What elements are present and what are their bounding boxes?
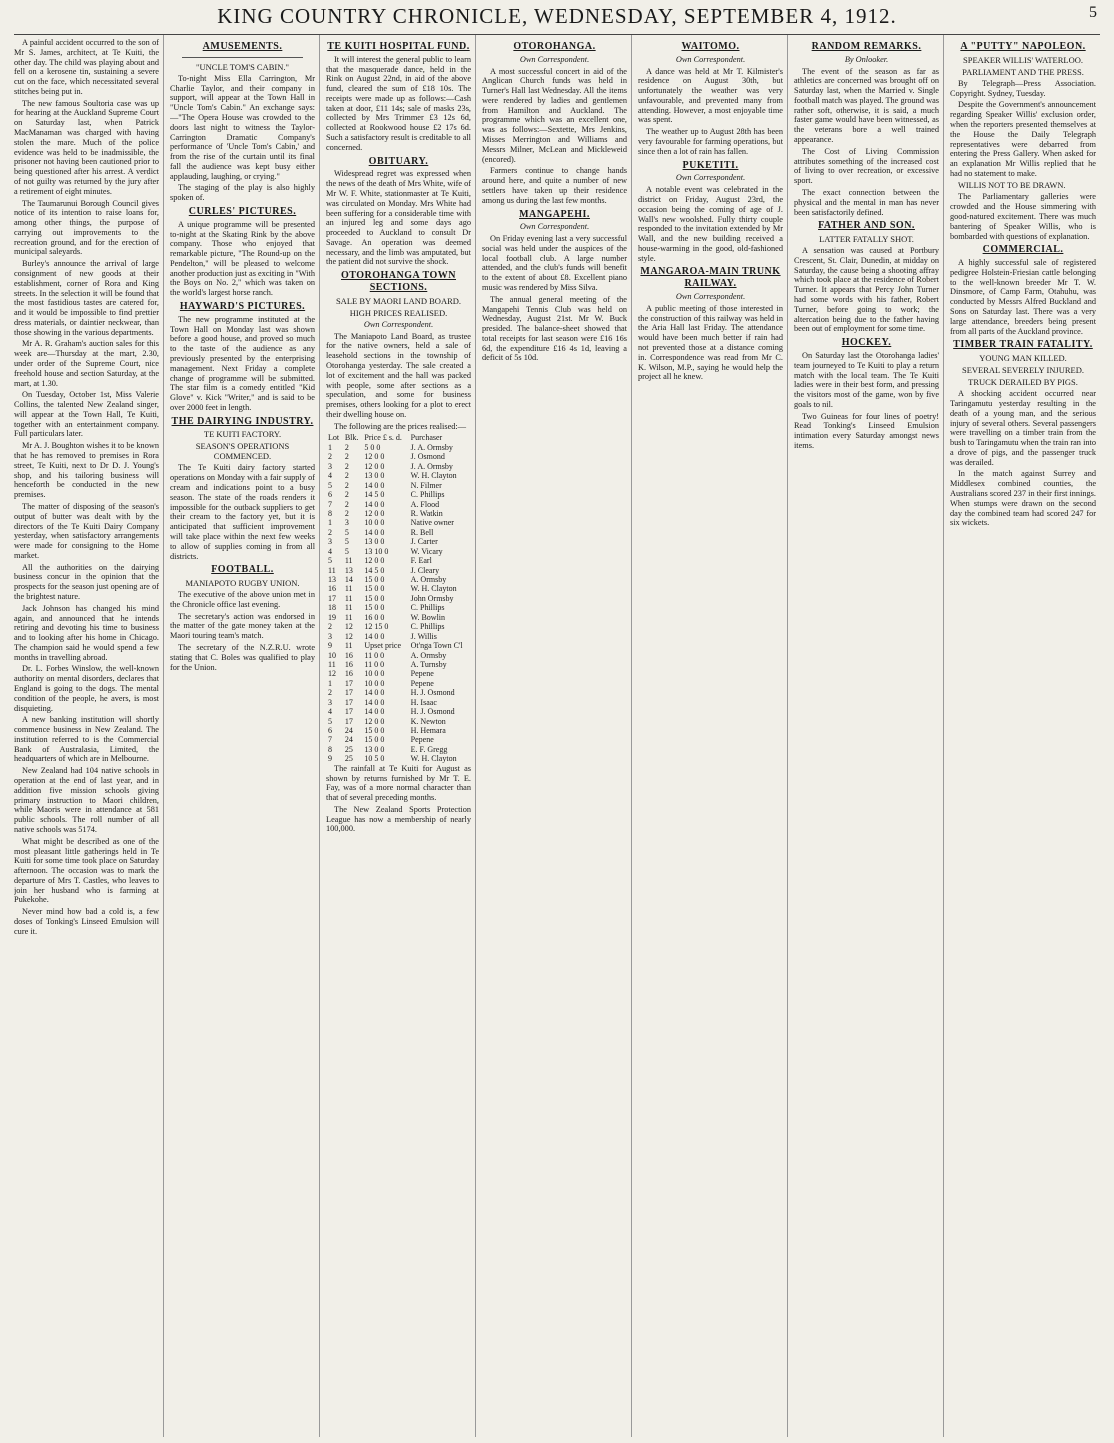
table-cell: 4: [328, 471, 332, 481]
table-cell: 7: [328, 735, 332, 745]
table-cell: R. Bell: [410, 527, 434, 537]
paragraph: The rainfall at Te Kuiti for August as shown by returns furnished by Mr T. E. Fay, was of a more normal character than that of several preceding months.: [326, 763, 471, 803]
town-sections-heading: OTOROHANGA TOWN SECTIONS.: [340, 270, 457, 294]
table-cell: 12 0 0: [364, 716, 385, 726]
table-cell: 8: [328, 744, 332, 754]
paragraph: A public meeting of those interested in the construction of this railway was held in the Aria Hall last Friday. The attendance would have been much better if rain had not prevented those at a distance coming in. Correspondence was read from Mr C. K. Wilson, M.P., saying he would help the project all he knew.: [638, 303, 783, 382]
table-cell: 14 0 0: [364, 499, 385, 509]
paragraph: Dr. L. Forbes Winslow, the well-known authority on mental disorders, declares that England is going to the dogs. The mental condition of the people, he avers, is most disquieting.: [14, 664, 159, 713]
paragraph: A shocking accident occurred near Taringamutu yesterday resulting in the death of a young man, and the serious injury of several others. Several passengers were travelling on a timber train from the bush to Taringamutu when the train ran into a drove of pigs, and the passenger truck was derailed.: [950, 389, 1096, 467]
table-cell: 4: [328, 546, 332, 556]
paragraph: All the authorities on the dairying business concur in the opinion that the prospects for the season just opening are of the brightest nature.: [14, 562, 159, 601]
town-sections-subhead: SALE BY MAORI LAND BOARD.: [335, 295, 462, 306]
table-cell: 17: [344, 707, 353, 717]
uncle-toms-subhead: "UNCLE TOM'S CABIN.": [196, 61, 289, 72]
own-correspondent: Own Correspondent.: [675, 54, 746, 64]
table-cell: 2: [344, 452, 349, 462]
table-cell: 11: [328, 659, 336, 669]
column-6: [794, 35, 944, 1437]
table-row: [326, 537, 471, 546]
table-cell: 10 0 0: [364, 669, 385, 679]
table-cell: 11: [344, 584, 353, 594]
paragraph: The matter of disposing of the season's output of butter was dealt with by the directors of the Te Kuiti Dairy Company yesterday, when satisfactory arrangements were made for consigning to the Home market.: [14, 501, 159, 560]
table-row: [326, 452, 471, 461]
table-cell: J. Osmond: [410, 452, 445, 462]
column-7: [950, 35, 1100, 1437]
paragraph: Mr A. J. Boughton wishes it to be known that he has removed to premises in Rora street, Te Kuiti, next to Dr D. J. Young's shop, and his tailoring business will henceforth be conducted in the new premises.: [14, 441, 159, 500]
table-cell: 14 5 0: [364, 490, 385, 500]
table-cell: 25: [344, 754, 353, 764]
table-cell: A. Turnsby: [410, 659, 447, 669]
haywards-body: [170, 315, 315, 413]
table-cell: Pepene: [410, 678, 434, 688]
table-cell: J. Willis: [410, 631, 437, 641]
table-cell: 5: [344, 537, 349, 547]
football-body: [170, 590, 315, 672]
dairying-heading: THE DAIRYING INDUSTRY.: [171, 415, 314, 427]
own-correspondent: Own Correspondent.: [363, 319, 434, 329]
table-cell: Upset price: [364, 641, 402, 651]
father-son-body: [794, 246, 939, 334]
table-cell: 2: [344, 499, 349, 509]
table-cell: 1: [328, 678, 332, 688]
amusements-heading: AMUSEMENTS.: [202, 41, 283, 52]
table-row: [326, 547, 471, 556]
table-cell: 12: [328, 669, 336, 679]
table-cell: 11 0 0: [364, 659, 385, 669]
otorohanga-heading: OTOROHANGA.: [513, 41, 596, 52]
page-number: 5: [1089, 4, 1098, 21]
paragraph: The following are the prices realised:—: [334, 421, 467, 431]
table-cell: A. Ormsby: [410, 650, 447, 660]
napoleon-heading: A "PUTTY" NAPOLEON.: [960, 41, 1086, 52]
table-row: [326, 528, 471, 537]
table-cell: A. Flood: [410, 499, 440, 509]
amusements-body: [170, 74, 315, 203]
column-4: [482, 35, 632, 1437]
table-row: [326, 509, 471, 518]
table-cell: 15 0 0: [364, 575, 385, 584]
mangapehi-heading: MANGAPEHI.: [519, 208, 590, 220]
table-cell: 16 0 0: [364, 612, 385, 622]
mangapehi-body: [482, 234, 627, 363]
random-remarks-body: [794, 67, 939, 218]
table-cell: 15 0 0: [364, 593, 385, 603]
paragraph: The New Zealand Sports Protection League has now a membership of nearly 100,000.: [326, 804, 471, 834]
table-cell: 11 0 0: [364, 650, 385, 660]
paragraph: New Zealand had 104 native schools in operation at the end of last year, and in addition five mission schools giving primary instruction to Maori children, while Maoris were in attendance at 581 public schools. The roll number of all native schools was 5174.: [14, 766, 159, 834]
table-row: [326, 490, 471, 499]
paragraph: The new famous Soultoria case was up for hearing at the Auckland Supreme Court on Saturday last, when Patrick MacManaman was charged with having stolen the mare. Much of the police evidence was held to be inadmissible, the prisoner not having been cautioned prior to being questioned after his arrest. A verdict of not guilty was returned by the jury after a retirement of eight minutes.: [14, 98, 159, 196]
table-cell: W. Vicary: [410, 546, 443, 556]
table-cell: 14 5 0: [364, 565, 385, 575]
hospital-fund-body: [326, 55, 471, 153]
table-row: [326, 575, 471, 584]
table-cell: Pepene: [410, 735, 434, 745]
railway-body: [638, 304, 783, 382]
table-row: [326, 660, 471, 669]
prices-table-header: [326, 433, 471, 442]
table-row: [326, 481, 471, 490]
table-cell: 3: [328, 537, 332, 547]
commercial-body: [950, 258, 1096, 336]
table-row: [326, 669, 471, 678]
table-row: [326, 726, 471, 735]
table-cell: 14 0 0: [364, 631, 385, 641]
column-2: [170, 35, 320, 1437]
napoleon-subhead-2: PARLIAMENT AND THE PRESS.: [962, 66, 1084, 77]
table-cell: 5: [328, 556, 332, 566]
paragraph: The annual general meeting of the Mangapehi Tennis Club was held on Wednesday, August 21st. Mr W. Buck presided. The balance-sheet showed that total receipts for last season were £16 16s 6d, the expenditure £16 4s 1d, leaving a deficit of 5s 10d.: [482, 294, 627, 363]
hockey-body: [794, 351, 939, 451]
paragraph: A sensation was caused at Portbury Crescent, St. Clair, Dunedin, at midday on Saturday, the cause being a shooting affray which took place at the residence of Robert Turner. It appears that Percy John Turner had some words with his father, Robert Turner, before going to work; the altercation being due to the father having been out of employment for some time.: [794, 246, 939, 334]
table-cell: 12 0 0: [364, 508, 385, 518]
paragraph: Never mind how bad a cold is, a few doses of Tonking's Linseed Emulsion will cure it.: [14, 907, 159, 936]
table-cell: 12 0 0: [364, 452, 385, 462]
hospital-fund-heading: TE KUITI HOSPITAL FUND.: [327, 41, 470, 52]
table-cell: 16: [344, 659, 353, 669]
table-cell: 2: [344, 471, 349, 481]
table-row: [326, 566, 471, 575]
table-cell: 13 0 0: [364, 537, 385, 547]
football-heading: FOOTBALL.: [211, 564, 274, 576]
table-cell: 8: [328, 508, 332, 518]
table-cell: 14 0 0: [364, 480, 385, 490]
table-cell: J. A. Ormsby: [410, 442, 453, 452]
random-remarks-heading: RANDOM REMARKS.: [811, 41, 922, 52]
father-son-heading: FATHER AND SON.: [818, 220, 915, 232]
paragraph: Two Guineas for four lines of poetry! Read Tonking's Linseed Emulsion intimation every Saturday amongst news items.: [794, 411, 939, 450]
table-row: [326, 603, 471, 612]
table-cell: 12: [344, 631, 353, 641]
table-cell: H. Hemara: [410, 726, 446, 735]
table-cell: 13 0 0: [364, 471, 385, 481]
column-1: [14, 35, 164, 1437]
otorohanga-body: [482, 67, 627, 206]
table-cell: 12: [344, 622, 353, 632]
table-cell: J. Cleary: [410, 565, 440, 575]
table-cell: 3: [328, 697, 332, 707]
table-cell: 1: [328, 442, 332, 452]
table-cell: 11: [344, 603, 353, 613]
paragraph: A new banking institution will shortly commence business in New Zealand. The institution referred to is the Commercial Bank of Australasia, Limited, the headquarters of which are in Melbourne.: [14, 715, 159, 764]
paragraph: It will interest the general public to learn that the masquerade dance, held in the Rink on August 22nd, in aid of the above fund, cleared the sum of £18 10s. The receipts were made up as follows:—Cash taken at door, £11 14s; sale of masks 23s, collected by Mrs Trimmer £3 12s 6d, collected at Rookwood house £2 17s 6d. Such a satisfactory result is creditable to all concerned.: [326, 54, 471, 152]
paragraph: A painful accident occurred to the son of Mr S. James, architect, at Te Kuiti, the other day. The child was playing about and fell on a kerosene tin, sustaining a severe cut on the face, which necessitated several stitches being put in.: [14, 38, 159, 96]
table-cell: R. Watkin: [410, 508, 443, 518]
table-cell: W. H. Clayton: [410, 584, 457, 594]
football-subhead: MANIAPOTO RUGBY UNION.: [185, 578, 300, 589]
table-cell: 13: [344, 565, 353, 575]
table-cell: 1: [328, 518, 332, 528]
col1-body: [14, 38, 159, 937]
th-price: Price £ s. d.: [364, 433, 402, 443]
table-cell: 17: [344, 697, 353, 707]
own-correspondent: Own Correspondent.: [519, 54, 590, 64]
table-cell: 5: [344, 546, 349, 556]
table-cell: 5: [328, 716, 332, 726]
paragraph: In the match against Surrey and Middlesex combined counties, the Australians scored 237 in their first innings. When stumps were drawn on the second day the combined team had scored 247 for six wickets.: [950, 469, 1096, 528]
table-row: [326, 651, 471, 660]
table-row: [326, 745, 471, 754]
paragraph: The Te Kuiti dairy factory started operations on Monday with a fair supply of cream and indications point to a busy season. The state of the roads renders it impossible for the outback suppliers to get their cream to the factory yet, but it is anticipated that sufficient improvement will take place within the next few weeks to allow of supplies coming in from all districts.: [170, 463, 315, 561]
table-cell: 12 0 0: [364, 556, 385, 566]
table-cell: 11: [344, 612, 353, 622]
table-cell: 5: [328, 480, 332, 490]
table-cell: Native owner: [410, 518, 454, 528]
own-correspondent: Own Correspondent.: [519, 222, 590, 232]
napoleon-body: [950, 79, 1096, 242]
paragraph: The Parliamentary galleries were crowded and the House simmering with good-natured excitement. There was much bantering of Speaker Willis, who is bombarded with questions of explanation.: [950, 192, 1096, 241]
paragraph: On Tuesday, October 1st, Miss Valerie Collins, the talented New Zealand singer, will appear at the Town Hall, Te Kuiti, together with an entertainment company. Full particulars later.: [14, 390, 159, 439]
table-row: [326, 443, 471, 452]
dairying-subhead: TE KUITI FACTORY.: [203, 429, 282, 440]
paragraph: On Saturday last the Otorohanga ladies' team journeyed to Te Kuiti to play a return match with the local team. The Te Kuiti ladies were in their best form, and pressing the visitors most of the game, won by five goals to nil.: [794, 350, 939, 409]
table-row: [326, 594, 471, 603]
table-cell: 5 0 0: [364, 442, 381, 452]
table-cell: 25: [344, 744, 353, 754]
paragraph: Despite the Government's announcement regarding Speaker Willis' exclusion order, when the reporters presented themselves at the House the Daily Telegraph representatives were debarred from entering the Press Gallery. When asked for an explanation Mr Willis replied that he had no statement to make.: [950, 100, 1096, 178]
table-cell: 13 0 0: [364, 744, 385, 754]
columns: [14, 34, 1100, 1437]
paragraph: To-night Miss Ella Carrington, Mr Charlie Taylor, and their company in support, will appear at the Town Hall in "Uncle Tom's Cabin." An exchange says:—"The Opera House was crowded to the doors last night to witness the Taylor-Carrington Dramatic Company's performance of 'Uncle Tom's Cabin,' and from the rise of the curtain until its final fall the audience was kept busy either applauding, laughing, or crying.": [170, 73, 315, 181]
waitomo-heading: WAITOMO.: [681, 41, 740, 52]
table-row: [326, 556, 471, 565]
paragraph: WILLIS NOT TO BE DRAWN.: [958, 180, 1066, 190]
haywards-heading: HAYWARD'S PICTURES.: [179, 301, 306, 313]
table-cell: 15 0 0: [364, 726, 385, 735]
timber-train-subhead: YOUNG MAN KILLED.: [979, 353, 1067, 364]
masthead-title: KING COUNTRY CHRONICLE, WEDNESDAY, SEPTEMBER 4, 1912.: [217, 4, 897, 28]
timber-train-subhead-2: SEVERAL SEVERELY INJURED.: [961, 365, 1084, 376]
prices-table: [326, 433, 471, 763]
paragraph: The secretary of the N.Z.R.U. wrote stating that C. Boles was qualified to play for the Union.: [170, 643, 315, 672]
table-cell: 24: [344, 735, 353, 745]
table-cell: 2: [344, 480, 349, 490]
table-row: [326, 717, 471, 726]
column-3: [326, 35, 476, 1437]
table-cell: 16: [344, 669, 353, 679]
table-cell: 13: [328, 575, 336, 584]
table-cell: 24: [344, 726, 353, 735]
timber-train-body: [950, 389, 1096, 528]
table-cell: C. Phillips: [410, 490, 445, 500]
table-cell: 11: [344, 556, 353, 566]
own-correspondent: Own Correspondent.: [675, 292, 746, 302]
table-cell: 6: [328, 490, 332, 500]
table-cell: J. Carter: [410, 537, 438, 547]
table-cell: H. J. Osmond: [410, 707, 455, 717]
table-cell: A. Ormsby: [410, 575, 447, 584]
table-cell: 14 0 0: [364, 527, 385, 537]
paragraph: A most successful concert in aid of the Anglican Church funds was held in Turner's Hall last Wednesday. All the items were rendered by ladies and gentlemen from Hamilton and Auckland. The programme which was an excellent one, was as follows:—Sextette, Mrs Jenkins, Misses Merrington and Williams and Messrs Milner, McLean and Mickleweid (encored).: [482, 66, 627, 164]
table-row: [326, 698, 471, 707]
table-cell: N. Filmer: [410, 480, 442, 490]
table-cell: 3: [328, 461, 332, 471]
paragraph: Burley's announce the arrival of large consignment of new goods at their establishment, corner of Rora and King streets. In the selection it will be found that the most fastidious tastes are catered for, and it would be impossible to find prettier dress materials, or daintier neckwear, than those showing in the various departments.: [14, 259, 159, 337]
own-correspondent: Own Correspondent.: [675, 173, 746, 183]
curles-body: [170, 220, 315, 298]
prices-table-body: [326, 443, 471, 764]
table-cell: E. F. Gregg: [410, 744, 448, 754]
paragraph: A dance was held at Mr T. Kilmister's residence on August 30th, but unfortunately the weather was very unfavourable, and prevented many from attending. However, a most enjoyable time was spent.: [638, 66, 783, 125]
paragraph: The executive of the above union met in the Chronicle office last evening.: [170, 590, 315, 609]
paragraph: Widespread regret was expressed when the news of the death of Mrs White, wife of Mr W. F. White, stationmaster at Te Kuiti, was circulated on Monday. Mrs White had been suffering for a considerable time with an injured leg and some days ago proceeded to Auckland to consult Dr Savage. An operation was deemed necessary, and the limb was amputated, but the patient did not survive the shock.: [326, 169, 472, 267]
table-row: [326, 584, 471, 593]
dairying-body: [170, 463, 315, 561]
table-row: [326, 754, 471, 763]
table-row: [326, 707, 471, 716]
table-cell: 16: [344, 650, 353, 660]
paragraph: The Cost of Living Commission attributes something of the increased cost of living to over recreation, or excessive sport.: [794, 146, 939, 186]
table-cell: 2: [344, 442, 349, 452]
table-cell: 14 0 0: [364, 688, 385, 698]
paragraph: What might be described as one of the most pleasant little gatherings held in Te Kuiti for some time took place on Saturday afternoon. The occasion was to mark the departure of Mrs T. Castles, who leaves to join her husband who is farming at Pukekohe.: [14, 836, 159, 905]
table-cell: 2: [328, 527, 332, 537]
obituary-body: [326, 169, 471, 267]
paragraph: The secretary's action was endorsed in the matter of the gate money taken at the Maori touring team's match.: [170, 611, 315, 641]
table-cell: 16: [328, 584, 336, 594]
paragraph: A highly successful sale of registered pedigree Holstein-Friesian cattle belonging to the well-known breeder Mr T. W. Dinsmore, of Camp Farm, Otahuhu, was conducted by Messrs Alfred Buckland and Sons on Saturday last. There was a very large attendance, breeders being present from all parts of the Auckland province.: [950, 258, 1096, 336]
paragraph: Mr A. R. Graham's auction sales for this week are—Thursday at the mart, 2.30, under order of the Supreme Court, nice freehold house and section Saturday, at the mart, at 1.30.: [14, 339, 159, 388]
table-cell: 10: [328, 650, 336, 660]
table-cell: 10 0 0: [364, 518, 385, 528]
table-row: [326, 688, 471, 697]
table-cell: 18: [328, 603, 336, 613]
waitomo-body: [638, 67, 783, 157]
table-cell: W. H. Clayton: [410, 754, 457, 764]
dairying-subhead-2: SEASON'S OPERATIONS COMMENCED.: [195, 441, 290, 462]
timber-train-subhead-3: TRUCK DERAILED BY PIGS.: [968, 377, 1078, 388]
table-cell: H. Isaac: [410, 697, 437, 707]
table-cell: 15 0 0: [364, 735, 385, 745]
table-cell: 14: [344, 575, 353, 584]
table-cell: 17: [328, 593, 336, 603]
table-cell: J. A. Ormsby: [410, 461, 453, 471]
table-cell: 12 15 0: [364, 622, 389, 632]
table-cell: 10 5 0: [364, 754, 385, 764]
table-cell: John Ormsby: [410, 593, 454, 603]
paragraph: Farmers continue to change hands around here, and quite a number of new settlers have taken up their residence among us during the last few months.: [482, 166, 627, 205]
table-cell: 12 0 0: [364, 461, 385, 471]
paragraph: On Friday evening last a very successful social was held under the auspices of the local football club. A large number attended, and the club's funds will benefit to the extent of about £8. Excellent piano music was rendered by Miss Silva.: [482, 234, 627, 292]
table-cell: W. Bowlin: [410, 612, 446, 622]
table-row: [326, 735, 471, 744]
byline: By Onlooker.: [844, 54, 889, 64]
paragraph: By Telegraph—Press Association. Copyright. Sydney, Tuesday.: [950, 78, 1096, 98]
table-row: [326, 622, 471, 631]
table-cell: F. Earl: [410, 556, 432, 566]
town-sections-body: [326, 332, 471, 432]
table-cell: 6: [328, 726, 332, 735]
table-cell: 2: [344, 508, 349, 518]
hockey-heading: HOCKEY.: [841, 337, 892, 349]
railway-heading: MANGAROA-MAIN TRUNK RAILWAY.: [640, 266, 781, 290]
table-cell: 9: [328, 754, 332, 764]
table-cell: 2: [344, 490, 349, 500]
table-cell: 13 10 0: [364, 546, 389, 556]
table-cell: 2: [328, 622, 332, 632]
paragraph: A notable event was celebrated in the district on Friday, August 23rd, the occasion being the coming of age of J. Wall's new woolshed. Fully thirty couple responded to the invitation extended by Mr Wall, and the new building received a house-warming in the good, old-fashioned style.: [638, 185, 783, 263]
table-cell: Pepene: [410, 669, 434, 679]
table-cell: 3: [328, 631, 332, 641]
obituary-heading: OBITUARY.: [368, 155, 429, 167]
table-cell: 5: [344, 527, 349, 537]
table-cell: 11: [344, 641, 353, 651]
napoleon-subhead: SPEAKER WILLIS' WATERLOO.: [963, 54, 1083, 65]
paragraph: The staging of the play is also highly spoken of.: [170, 183, 315, 203]
paragraph: The Taumarunui Borough Council gives notice of its intention to raise loans for, among other things, the purpose of carrying out improvements to the recreation ground, and for the erection of municipal saleyards.: [14, 198, 159, 257]
table-cell: 17: [344, 716, 353, 726]
table-row: [326, 679, 471, 688]
commercial-heading: COMMERCIAL.: [982, 244, 1064, 256]
curles-heading: CURLES' PICTURES.: [188, 205, 297, 217]
paragraph: A unique programme will be presented to-night at the Skating Rink by the above company. Those who enjoyed that remarkable picture, "The Round-up on the Pendelton," will be pleased to welcome another production just as exciting in "With the Boys on No. 2," which was taken on the world's largest horse ranch.: [170, 219, 315, 298]
table-cell: 7: [328, 499, 332, 509]
table-cell: 2: [344, 461, 349, 471]
table-row: [326, 462, 471, 471]
table-cell: 11: [328, 565, 336, 575]
table-cell: 15 0 0: [364, 603, 385, 613]
paragraph: The new programme instituted at the Town Hall on Monday last was shown before a good house, and proved so much to the taste of the audience as any previously presented by the enterprising management. Next Friday a complete change of programme will be submitted. The star film is a comedy entitled "Kid Glove" v. Kick "Writer," and is said to be over 2000 feet in length.: [170, 314, 315, 412]
table-cell: 19: [328, 612, 336, 622]
father-son-subhead: LATTER FATALLY SHOT.: [819, 234, 914, 245]
rainfall-body: [326, 764, 471, 834]
th-purchaser: Purchaser: [410, 433, 443, 443]
paragraph: Jack Johnson has changed his mind again, and announced that he intends retiring and devoting his time to business and to looking after his home in Chicago. The champion said he would spend a few months in travelling abroad.: [14, 603, 159, 662]
table-cell: 3: [344, 518, 349, 528]
paragraph: The weather up to August 28th has been very favourable for farming operations, but since then a lot of rain has fallen.: [638, 127, 783, 156]
town-sections-subhead-2: HIGH PRICES REALISED.: [349, 307, 448, 318]
masthead: [16, 4, 1098, 34]
paragraph: The Maniapoto Land Board, as trustee for the native owners, held a sale of leasehold sections in the township of Otorohanga yesterday. The sale created a lot of excitement and the hall was packed with people, some after sections as a speculation, and some for business premises, others looking for a plot to erect their dwelling house on.: [326, 331, 471, 419]
table-cell: K. Newton: [410, 716, 446, 726]
table-row: [326, 613, 471, 622]
table-row: [326, 518, 471, 527]
th-lot: Lot: [328, 433, 340, 443]
table-cell: Ot'nga Town C'l: [410, 641, 463, 651]
table-cell: 14 0 0: [364, 697, 385, 707]
table-cell: C. Phillips: [410, 603, 445, 613]
table-cell: 4: [328, 707, 332, 717]
table-row: [326, 471, 471, 480]
table-row: [326, 500, 471, 509]
table-cell: 2: [328, 688, 332, 698]
table-cell: W. H. Clayton: [410, 471, 457, 481]
table-cell: 17: [344, 688, 353, 698]
table-cell: H. J. Osmond: [410, 688, 455, 698]
table-cell: 17: [344, 678, 353, 688]
puketiti-body: [638, 185, 783, 263]
th-blk: Blk.: [344, 433, 359, 443]
table-cell: C. Phillips: [410, 622, 445, 632]
column-5: [638, 35, 788, 1437]
paragraph: The exact connection between the physical and the mental in man has never been satisfactorily defined.: [794, 187, 939, 217]
table-cell: 10 0 0: [364, 678, 385, 688]
table-cell: 9: [328, 641, 332, 651]
table-row: [326, 632, 471, 641]
paragraph: The event of the season as far as athletics are concerned was brought off on Saturday last, when the Married v. Single football match was played. The ground was rather soft, otherwise, it is said, a much faster game would have been witnessed, as the veterans bore a well trained appearance.: [794, 66, 939, 145]
table-cell: 11: [344, 593, 353, 603]
table-cell: 15 0 0: [364, 584, 385, 594]
table-cell: 14 0 0: [364, 707, 385, 717]
table-row: [326, 641, 471, 650]
puketiti-heading: PUKETITI.: [682, 159, 739, 171]
timber-train-heading: TIMBER TRAIN FATALITY.: [953, 339, 1093, 351]
table-cell: 2: [328, 452, 332, 462]
